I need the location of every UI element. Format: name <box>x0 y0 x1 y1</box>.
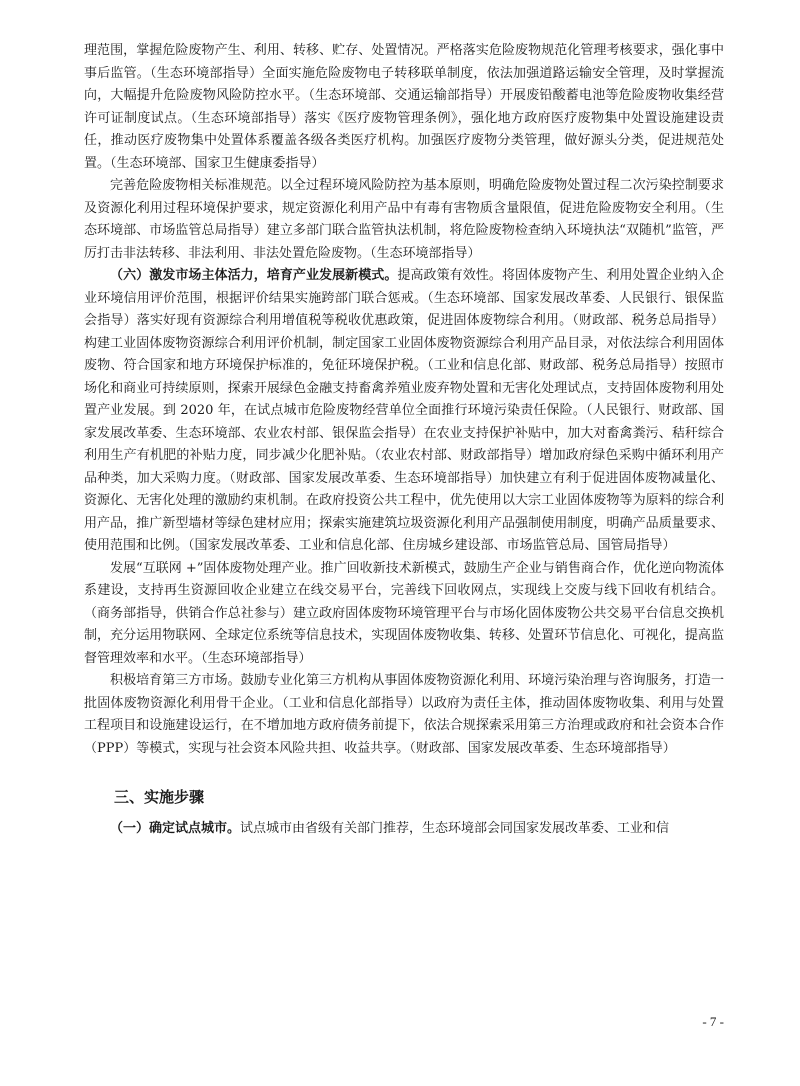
paragraph-hazardous-waste-management: 理范围，掌握危险废物产生、利用、转移、贮存、处置情况。严格落实危险废物规范化管理考核要求，强化事中事后监管。（生态环境部指导）全面实施危险废物电子转移联单制度，依法加强道路运输安全管理，及时掌握流向，大幅提升危险废物风险防控水平。（生态环境部、交通运输部指导）开展废铅酸蓄电池等危险废物收集经营许可证制度试点。（生态环境部指导）落实《医疗废物管理条例》，强化地方政府医疗废物集中处置设施建设责任，推动医疗废物集中处置体系覆盖各级各类医疗机构。加强医疗废物分类管理，做好源头分类，促进规范处置。（生态环境部、国家卫生健康委指导） <box>84 43 724 171</box>
paragraph-market-vitality <box>84 265 724 558</box>
paragraph-hazardous-waste-standards: 完善危险废物相关标准规范。以全过程环境风险防控为基本原则，明确危险废物处置过程二次污染控制要求及资源化利用过程环境保护要求，规定资源化利用产品中有毒有害物质含量限值，促进危险废物安全利用。（生态环境部、市场监管总局指导）建立多部门联合监管执法机制，将危险废物检查纳入环境执法“双随机”监管，严厉打击非法转移、非法利用、非法处置危险废物。（生态环境部指导） <box>84 178 724 261</box>
paragraph-internet-plus: 发展“互联网 +”固体废物处理产业。推广回收新技术新模式，鼓励生产企业与销售商合作，优化逆向物流体系建设，支持再生资源回收企业建立在线交易平台，完善线下回收网点，实现线上交废与线下回收有机结合。（商务部指导，供销合作总社参与）建立政府固体废物环境管理平台与市场化固体废物公共交易平台信息交换机制，充分运用物联网、全球定位系统等信息技术，实现固体废物收集、转移、处置环节信息化、可视化，提高监督管理效率和水平。（生态环境部指导） <box>84 560 724 666</box>
document-page <box>84 40 724 841</box>
section-heading: 三、实施步骤 <box>114 788 205 806</box>
paragraph-body: 提高政策有效性。将固体废物产生、利用处置企业纳入企业环境信用评价范围，根据评价结果实施跨部门联合惩戒。（生态环境部、国家发展改革委、人民银行、银保监会指导）落实好现有资源综合利用增值税等税收优惠政策，促进固体废物综合利用。（财政部、税务总局指导）构建工业固体废物资源综合利用评价机制，制定国家工业固体废物资源综合利用产品目录，对依法综合利用固体废物、符合国家和地方环境保护标准的，免征环境保护税。（工业和信息化部、财政部、税务总局指导）按照市场化和商业可持续原则，探索开展绿色金融支持畜禽养殖业废弃物处置和无害化处理试点，支持固体废物利用处置产业发展。到 2020 年，在试点城市危险废物经营单位全面推行环境污染责任保险。（人民银行、财政部、国家发展改革委、生态环境部、农业农村部、银保监会指导）在农业支持保护补贴中，加大对畜禽粪污、秸秆综合利用生产有机肥的补贴力度，同步减少化肥补贴。（农业农村部、财政部指导）增加政府绿色采购中循环利用产品种类，加大采购力度。（财政部、国家发展改革委、生态环境部指导）加快建立有利于促进固体废物减量化、资源化、无害化处理的激励约束机制。在政府投资公共工程中，优先使用以大宗工业固体废物等为原料的综合利用产品，推广新型墙材等绿色建材应用；探索实施建筑垃圾资源化利用产品强制使用制度，明确产品质量要求、使用范围和比例。（国家发展改革委、工业和信息化部、住房城乡建设部、市场监管总局、国管局指导） <box>84 268 724 553</box>
paragraph-body: 试点城市由省级有关部门推荐，生态环境部会同国家发展改革委、工业和信 <box>240 821 670 836</box>
paragraph-lead-heading: （一）确定试点城市。 <box>110 821 241 836</box>
paragraph-lead-heading: （六）激发市场主体活力，培育产业发展新模式。 <box>110 268 398 283</box>
page-number: - 7 - <box>702 1014 724 1029</box>
paragraph-pilot-cities <box>84 818 724 841</box>
paragraph-third-party-market: 积极培育第三方市场。鼓励专业化第三方机构从事固体废物资源化利用、环境污染治理与咨询服务，打造一批固体废物资源化利用骨干企业。（工业和信息化部指导）以政府为责任主体，推动固体废物收集、利用与处置工程项目和设施建设运行，在不增加地方政府债务前提下，依法合规探索采用第三方治理或政府和社会资本合作（PPP）等模式，实现与社会资本风险共担、收益共享。（财政部、国家发展改革委、生态环境部指导） <box>84 673 724 756</box>
